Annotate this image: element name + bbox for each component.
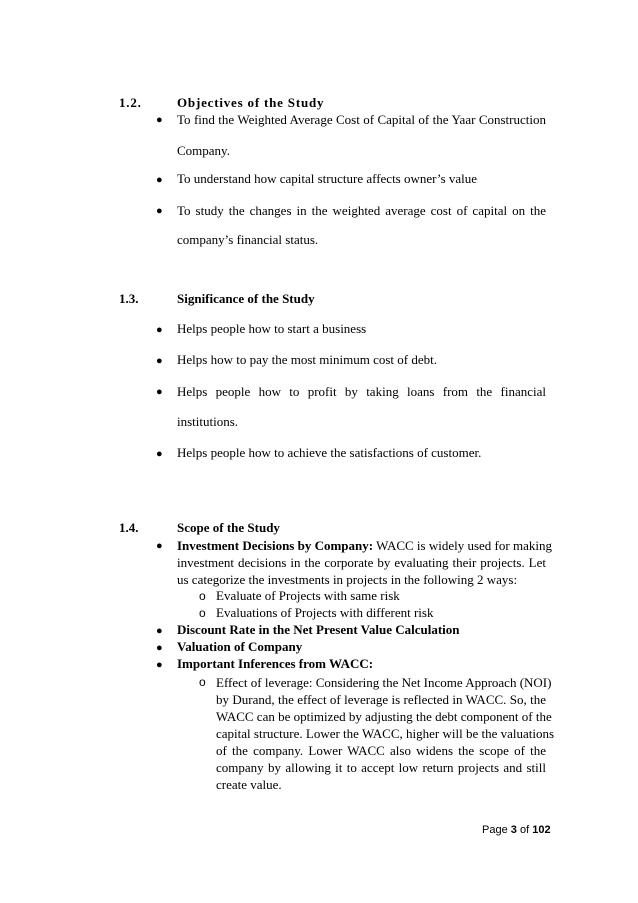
objectives-bullet-2: To understand how capital structure affects owner’s value [177, 171, 478, 186]
significance-bullet-1: Helps people how to start a business [177, 321, 367, 336]
section-title-objectives: Objectives of the Study [177, 95, 325, 110]
of-label: of [519, 824, 530, 836]
bullet-icon: ● [156, 205, 163, 217]
bullet-icon: ● [156, 659, 163, 671]
bullet-icon: ● [156, 174, 163, 186]
section-number-objectives: 1.2. [119, 95, 142, 110]
total-pages: 102 [532, 824, 551, 836]
bullet-icon: ● [156, 386, 163, 398]
scope-investment-decisions: Investment Decisions by Company: WACC is widely used for making investment decisions in the corporate by evaluating their projects. Let us categorize the investments in projects in the following 2 ways: [177, 538, 552, 587]
bullet-icon: ● [156, 642, 163, 654]
sub-bullet-icon: o [199, 606, 206, 620]
scope-discount-rate: Discount Rate in the Net Present Value Calculation [177, 622, 460, 637]
investment-subitem-2: Evaluations of Projects with different risk [216, 605, 434, 620]
bullet-icon: ● [156, 448, 163, 460]
section-title-scope: Scope of the Study [177, 520, 280, 535]
significance-bullet-4: Helps people how to achieve the satisfactions of customer. [177, 445, 482, 460]
objectives-bullet-3-cont: company’s financial status. [177, 232, 319, 247]
section-number-scope: 1.4. [119, 520, 139, 535]
investment-subitem-1: Evaluate of Projects with same risk [216, 588, 400, 603]
objectives-bullet-1: To find the Weighted Average Cost of Capital of the Yaar Construction [177, 112, 546, 127]
investment-heading: Investment Decisions by Company: [177, 538, 374, 553]
significance-bullet-2: Helps how to pay the most minimum cost of debt. [177, 352, 437, 367]
page-number: 3 [510, 824, 517, 836]
scope-valuation: Valuation of Company [177, 639, 303, 654]
section-title-significance: Significance of the Study [177, 291, 315, 306]
section-number-significance: 1.3. [119, 291, 139, 306]
bullet-icon: ● [156, 625, 163, 637]
scope-inferences: Important Inferences from WACC: [177, 656, 374, 671]
page-label: Page [482, 824, 508, 836]
page-footer [482, 824, 551, 836]
significance-bullet-3-cont: institutions. [177, 414, 239, 429]
sub-bullet-icon: o [199, 589, 206, 603]
bullet-icon: ● [156, 114, 163, 126]
objectives-bullet-3: To study the changes in the weighted average cost of capital on the [177, 203, 546, 218]
bullet-icon: ● [156, 324, 163, 336]
significance-bullet-3: Helps people how to profit by taking loans from the financial [177, 384, 546, 399]
bullet-icon: ● [156, 355, 163, 367]
bullet-icon: ● [156, 540, 163, 552]
sub-bullet-icon: o [199, 675, 206, 689]
objectives-bullet-1-cont: Company. [177, 143, 230, 158]
inference-leverage: Effect of leverage: Considering the Net Income Approach (NOI) by Durand, the effect of leverage is reflected in WACC. So, the WACC can be optimized by adjusting the debt component of the capital structure. Lower the WACC, higher will be the valuations of the company. Lower WACC also widens the scope of the company by allowing it to accept low return projects and still create value. [216, 675, 555, 792]
